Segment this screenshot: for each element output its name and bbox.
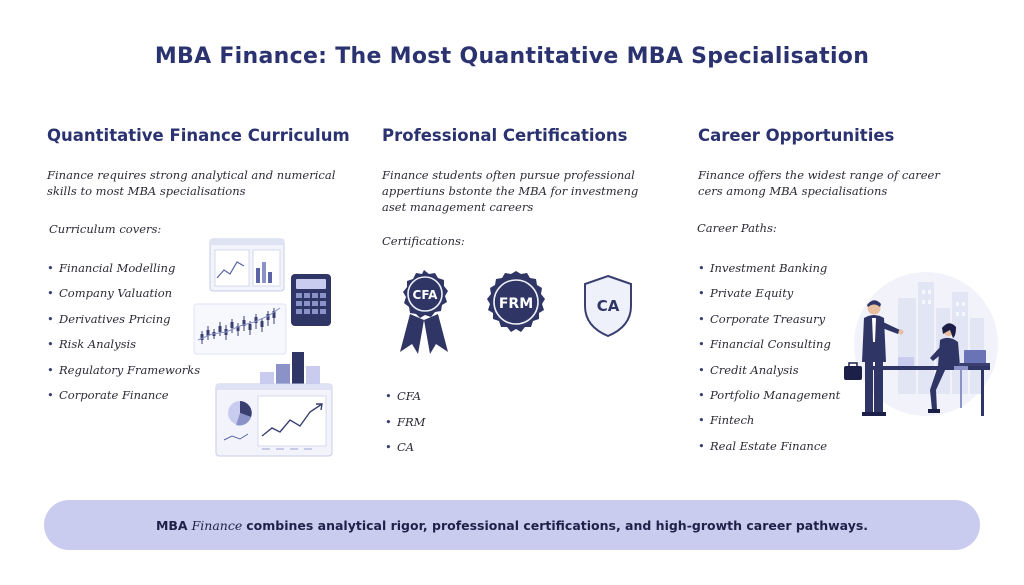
careers-description: Finance offers the widest range of career cers among MBA specialisations (698, 168, 940, 198)
list-item: • Financial Consulting (698, 332, 840, 357)
list-item: • Company Valuation (47, 281, 200, 306)
curriculum-description: Finance requires strong analytical and numerical skills to most MBA specialisations (47, 168, 336, 198)
careers-title: Career Opportunities (698, 126, 895, 145)
list-item: • Investment Banking (698, 256, 840, 281)
list-item: • Risk Analysis (47, 332, 200, 357)
list-item: • Corporate Treasury (698, 307, 840, 332)
curriculum-subheading: Curriculum covers: (49, 222, 162, 236)
finance-dashboard-illustration (192, 236, 342, 461)
certifications-description: Finance students often pursue professional appertiuns bstonte the MBA for investmeng aset management careers (382, 168, 639, 214)
list-item: • Private Equity (698, 281, 840, 306)
list-item: • Financial Modelling (47, 256, 200, 281)
list-item: • Corporate Finance (47, 383, 200, 408)
cfa-badge-icon (392, 268, 456, 356)
curriculum-column (47, 126, 357, 199)
certifications-title: Professional Certifications (382, 126, 628, 145)
list-item: • Regulatory Frameworks (47, 358, 200, 383)
curriculum-title: Quantitative Finance Curriculum (47, 126, 350, 145)
list-item: • CA (385, 435, 425, 461)
banner-text-part3: combines analytical rigor, professional certifications, and high-growth career pathways. (246, 517, 869, 533)
frm-badge-label: FRM (498, 296, 534, 312)
list-item: • FRM (385, 410, 425, 436)
careers-subheading: Career Paths: (697, 221, 777, 235)
list-item: • Fintech (698, 408, 840, 433)
curriculum-list (47, 256, 200, 408)
frm-badge-icon (483, 270, 549, 336)
ca-badge-label: CA (596, 297, 620, 315)
certifications-subheading: Certifications: (382, 234, 465, 248)
careers-column (698, 126, 998, 199)
ca-shield-icon (582, 274, 634, 338)
list-item: • Credit Analysis (698, 358, 840, 383)
list-item: • Derivatives Pricing (47, 307, 200, 332)
banner-text-part2: Finance (191, 517, 243, 533)
list-item: • Real Estate Finance (698, 434, 840, 459)
summary-banner (44, 500, 980, 550)
list-item: • Portfolio Management (698, 383, 840, 408)
page-title: MBA Finance: The Most Quantitative MBA Specialisation (154, 44, 870, 69)
careers-list (698, 256, 840, 459)
list-item: • CFA (385, 384, 425, 410)
certifications-list (385, 384, 425, 461)
business-meeting-illustration (838, 262, 998, 422)
certifications-column (382, 126, 672, 215)
cfa-badge-label: CFA (412, 288, 438, 302)
banner-text-part1: MBA (155, 517, 188, 533)
